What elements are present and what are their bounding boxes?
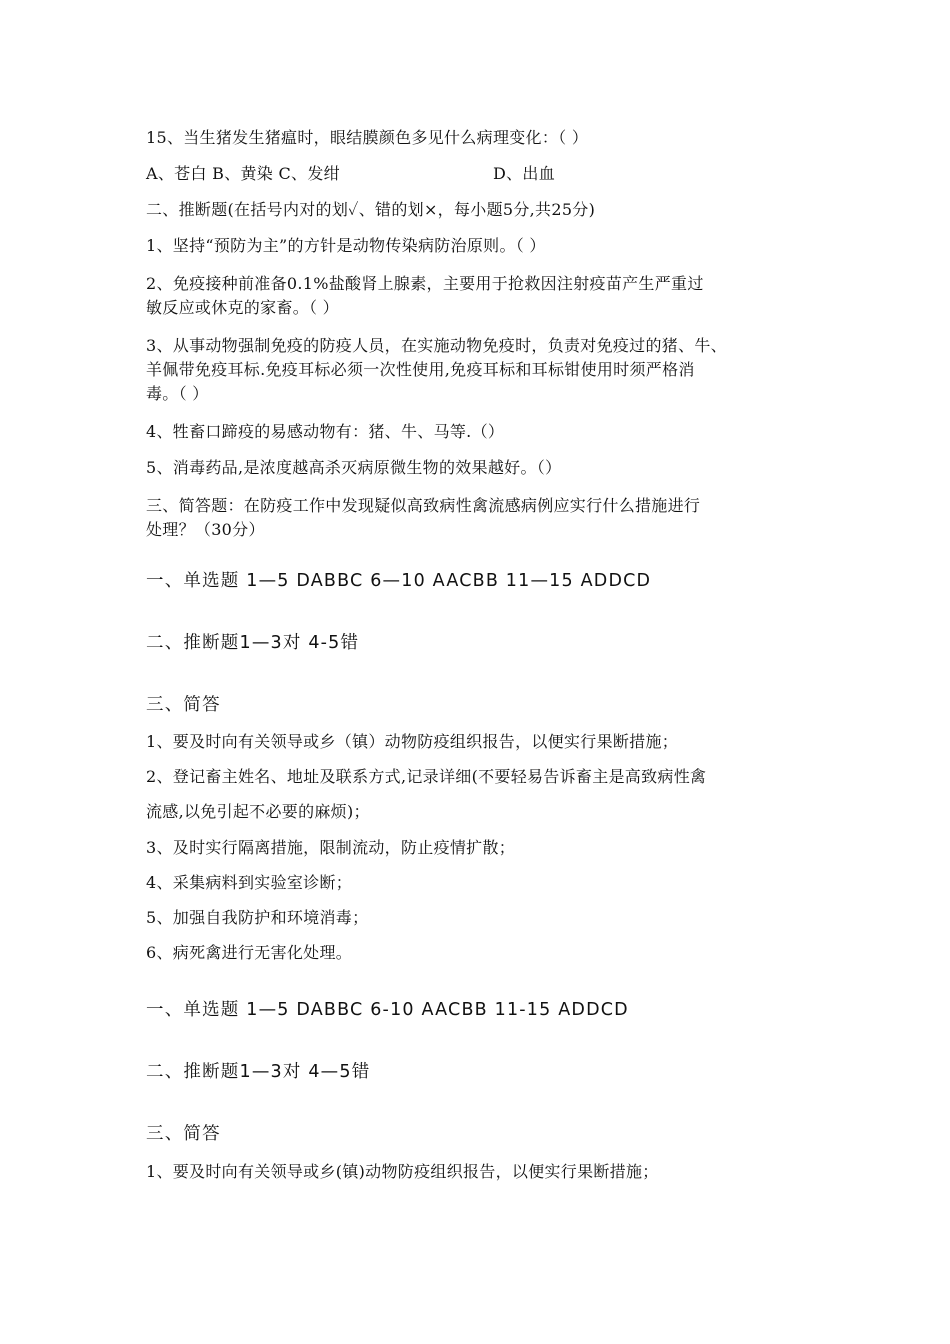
section-2-heading: 二、推断题(在括号内对的划✓、错的划×，每小题5分,共25分) bbox=[146, 200, 596, 219]
answer-short-item-repeat: 1、要及时向有关领导或乡(镇)动物防疫组织报告，以便实行果断措施； bbox=[146, 1162, 659, 1181]
answer-short-heading-repeat: 三、简答 bbox=[146, 1124, 221, 1144]
answer-single-choice-repeat: 一、单选题 1—5 DABBC 6-10 AACBB 11-15 ADDCD bbox=[146, 1000, 629, 1020]
answer-short-item: 5、加强自我防护和环境消毒； bbox=[146, 908, 369, 927]
section-3-line-1: 三、简答题：在防疫工作中发现疑似高致病性禽流感病例应实行什么措施进行 bbox=[146, 496, 701, 515]
judgment-item-2-line-1: 2、免疫接种前准备0.1%盐酸肾上腺素，主要用于抢救因注射疫苗产生严重过 bbox=[146, 274, 704, 293]
judgment-item-5: 5、消毒药品,是浓度越高杀灭病原微生物的效果越好。（） bbox=[146, 458, 562, 477]
options-abc: A、苍白 B、黄染 C、发绀 bbox=[146, 164, 340, 183]
judgment-item-3-line-2: 羊佩带免疫耳标.免疫耳标必须一次性使用,免疫耳标和耳标钳使用时须严格消 bbox=[146, 360, 695, 379]
answer-short-item: 2、登记畜主姓名、地址及联系方式,记录详细(不要轻易告诉畜主是高致病性禽 bbox=[146, 767, 707, 786]
judgment-item-3-line-1: 3、从事动物强制免疫的防疫人员，在实施动物免疫时，负责对免疫过的猪、牛、 bbox=[146, 336, 727, 355]
answer-short-item: 4、采集病料到实验室诊断； bbox=[146, 873, 353, 892]
answer-short-heading: 三、简答 bbox=[146, 695, 221, 715]
section-3-line-2: 处理？（30分） bbox=[146, 520, 265, 539]
answer-single-choice: 一、单选题 1—5 DABBC 6—10 AACBB 11—15 ADDCD bbox=[146, 571, 652, 591]
answer-short-item: 6、病死禽进行无害化处理。 bbox=[146, 943, 353, 962]
option-d: D、出血 bbox=[493, 164, 556, 183]
answer-judgment-repeat: 二、推断题1—3对 4—5错 bbox=[146, 1062, 371, 1082]
answer-short-item: 1、要及时向有关领导或乡（镇）动物防疫组织报告，以便实行果断措施； bbox=[146, 732, 679, 751]
answer-short-item: 3、及时实行隔离措施，限制流动，防止疫情扩散； bbox=[146, 838, 516, 857]
judgment-item-3-line-3: 毒。（ ） bbox=[146, 384, 209, 403]
answer-short-item: 流感,以免引起不必要的麻烦)； bbox=[146, 802, 370, 821]
answer-judgment: 二、推断题1—3对 4-5错 bbox=[146, 633, 360, 653]
question-15-stem: 15、当生猪发生猪瘟时，眼结膜颜色多见什么病理变化：（ ） bbox=[146, 128, 589, 147]
judgment-item-1: 1、坚持“预防为主”的方针是动物传染病防治原则。（ ） bbox=[146, 236, 546, 255]
judgment-item-2-line-2: 敏反应或休克的家畜。（ ） bbox=[146, 298, 339, 317]
question-15-options bbox=[146, 162, 556, 186]
judgment-item-4: 4、牲畜口蹄疫的易感动物有：猪、牛、马等.（） bbox=[146, 422, 505, 441]
